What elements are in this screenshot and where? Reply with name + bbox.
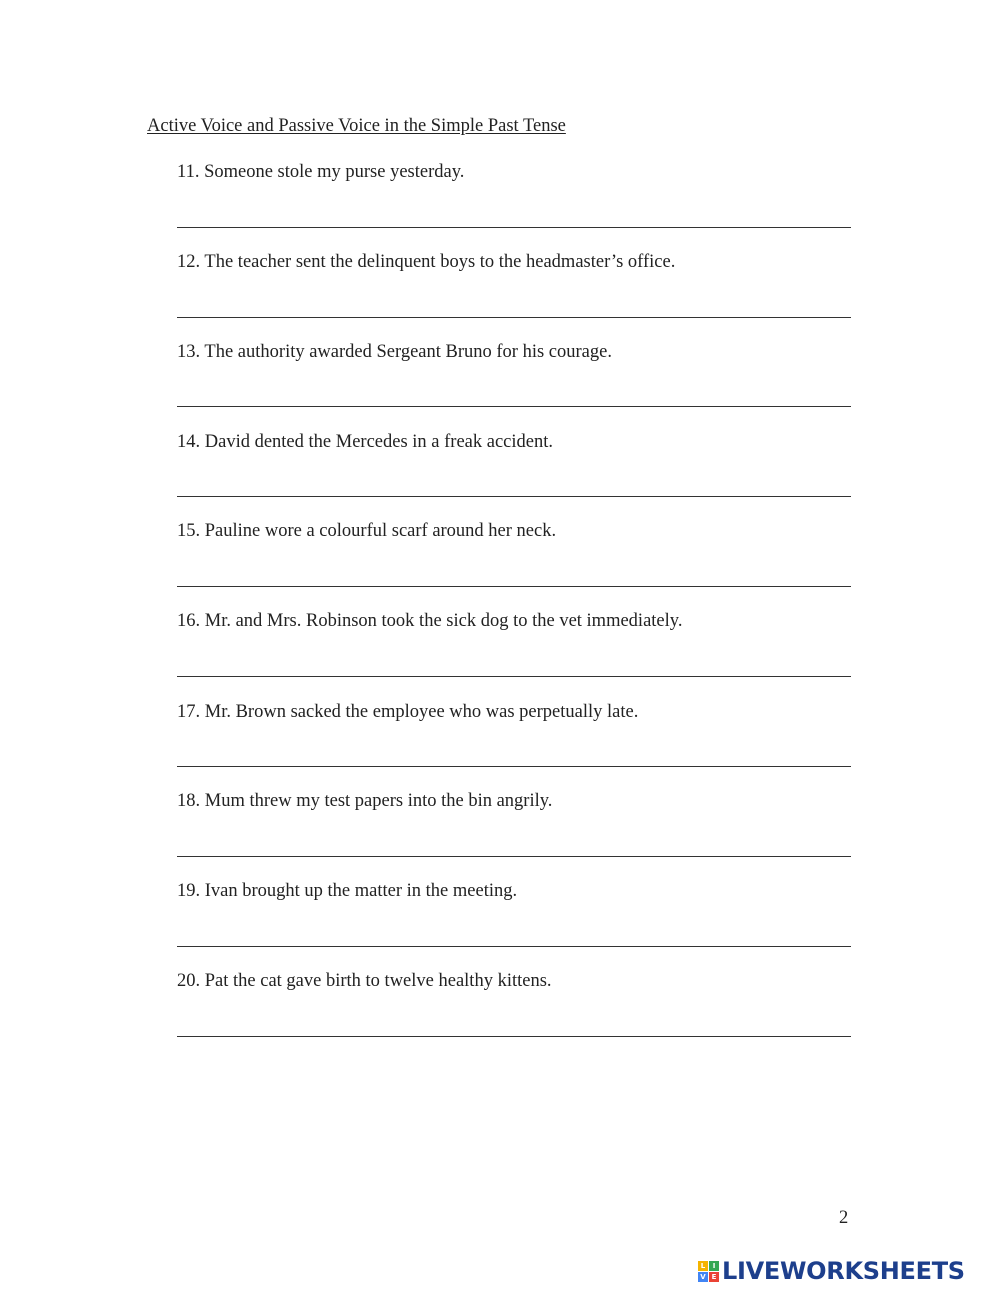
question-number: 13. (177, 342, 201, 362)
question-sentence: Mum threw my test papers into the bin angrily. (204, 791, 553, 811)
answer-line-19[interactable] (177, 946, 851, 947)
question-sentence: Mr. Brown sacked the employee who was perpetually late. (204, 702, 639, 722)
answer-line-17[interactable] (177, 766, 851, 767)
question-13 (177, 342, 612, 363)
question-sentence: The authority awarded Sergeant Bruno for his courage. (204, 342, 612, 362)
question-number: 20. (177, 971, 201, 991)
question-number: 18. (177, 791, 201, 811)
liveworksheets-logo-icon (698, 1261, 719, 1282)
answer-line-12[interactable] (177, 317, 851, 318)
question-number: 15. (177, 521, 201, 541)
answer-line-14[interactable] (177, 496, 851, 497)
question-sentence: Pauline wore a colourful scarf around her neck. (204, 521, 557, 541)
question-sentence: The teacher sent the delinquent boys to the headmaster’s office. (204, 252, 676, 272)
logo-tile-e: E (709, 1272, 719, 1282)
question-11 (177, 162, 464, 183)
answer-line-20[interactable] (177, 1036, 851, 1037)
liveworksheets-brand[interactable] (698, 1256, 965, 1286)
logo-tile-i: I (709, 1261, 719, 1271)
question-number: 16. (177, 611, 201, 631)
question-sentence: Ivan brought up the matter in the meeting. (204, 881, 518, 901)
question-sentence: David dented the Mercedes in a freak accident. (204, 432, 553, 452)
answer-line-13[interactable] (177, 406, 851, 407)
question-14 (177, 432, 553, 453)
question-sentence: Mr. and Mrs. Robinson took the sick dog to the vet immediately. (204, 611, 683, 631)
question-sentence: Pat the cat gave birth to twelve healthy kittens. (204, 971, 552, 991)
question-number: 11. (177, 162, 200, 182)
answer-line-18[interactable] (177, 856, 851, 857)
question-18 (177, 791, 552, 812)
question-17 (177, 702, 638, 723)
page-number: 2 (839, 1208, 849, 1228)
question-number: 19. (177, 881, 201, 901)
question-number: 17. (177, 702, 201, 722)
question-16 (177, 611, 682, 632)
answer-line-15[interactable] (177, 586, 851, 587)
logo-tile-v: V (698, 1272, 708, 1282)
question-19 (177, 881, 517, 902)
logo-tile-l: L (698, 1261, 708, 1271)
question-sentence: Someone stole my purse yesterday. (204, 162, 465, 182)
answer-line-11[interactable] (177, 227, 851, 228)
question-number: 14. (177, 432, 201, 452)
liveworksheets-wordmark: LIVEWORKSHEETS (722, 1257, 965, 1285)
question-12 (177, 252, 675, 273)
question-20 (177, 971, 552, 992)
question-15 (177, 521, 556, 542)
question-number: 12. (177, 252, 201, 272)
answer-line-16[interactable] (177, 676, 851, 677)
page-title: Active Voice and Passive Voice in the Simple Past Tense (147, 116, 566, 136)
